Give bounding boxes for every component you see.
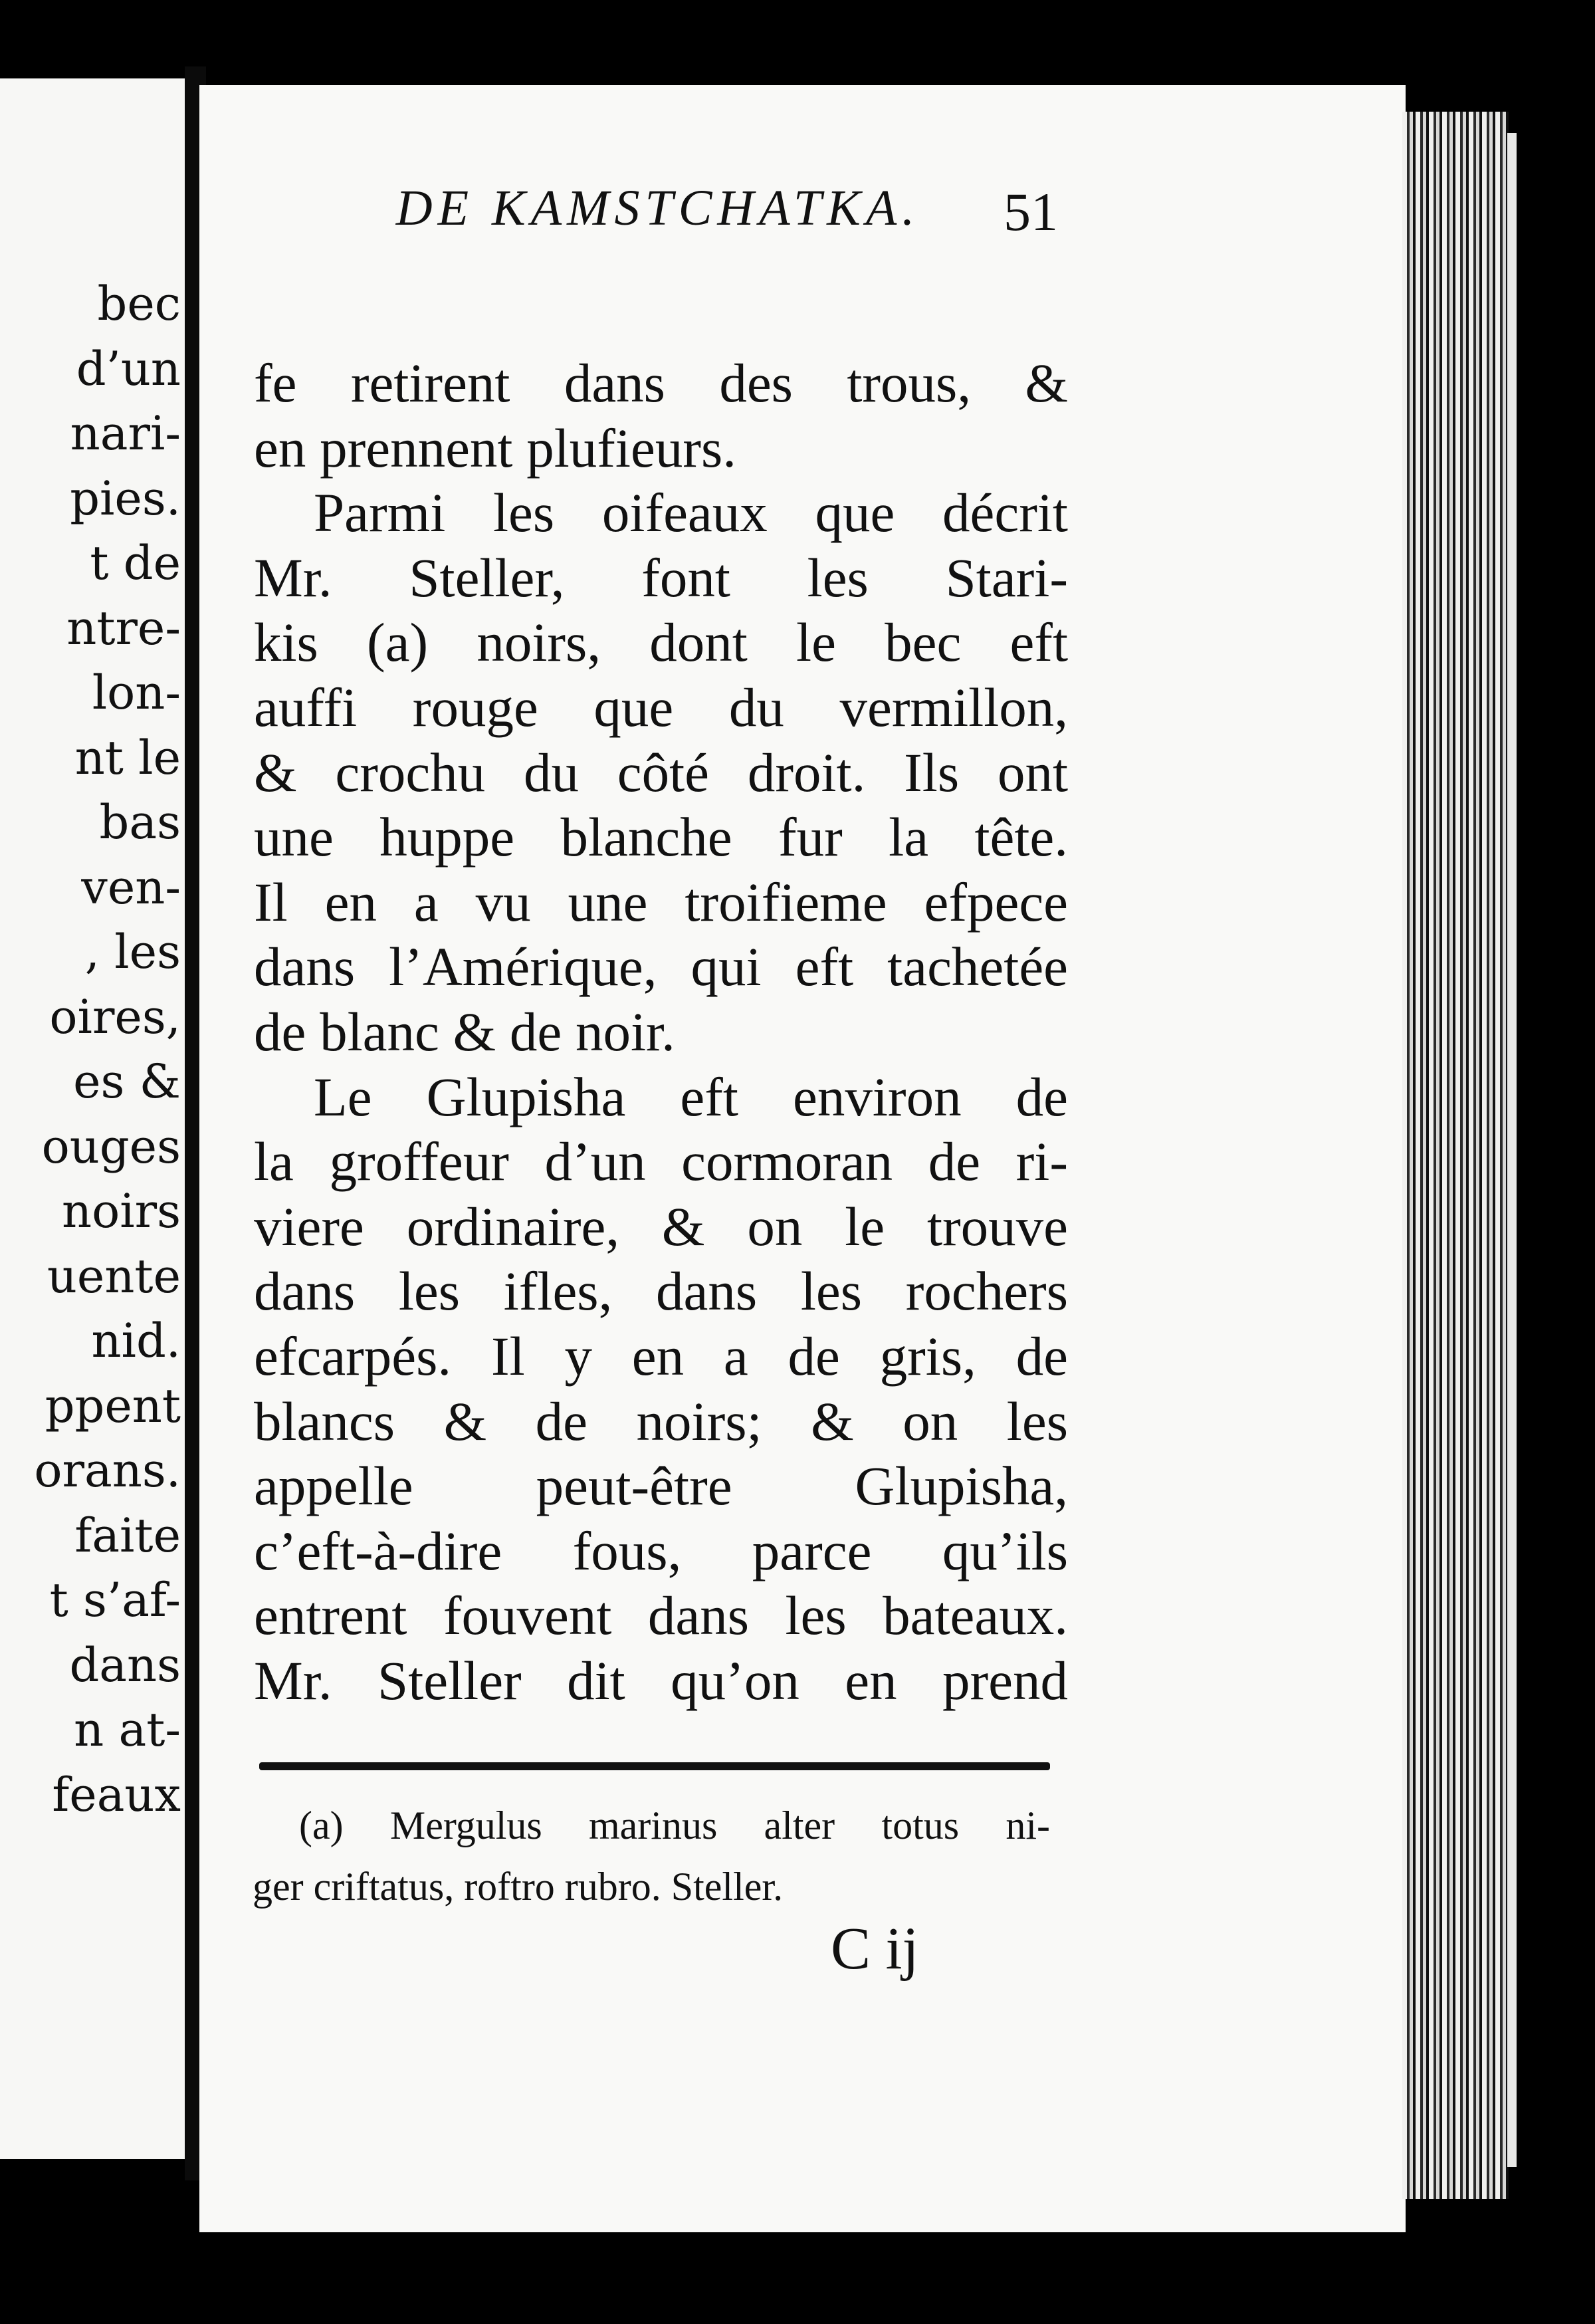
text-line: kis (a) noirs, dont le bec eft: [254, 612, 1068, 673]
footnote: [253, 1795, 1050, 1917]
page-edges: [1402, 112, 1509, 2199]
text-line: en prennent plufieurs.: [254, 417, 737, 479]
left-page-fragment: pies.: [70, 471, 181, 526]
left-page-fragment: nari-: [70, 406, 181, 461]
footnote-line: ger criftatus, roftro rubro. Steller.: [253, 1865, 784, 1909]
text-line: entrent fouvent dans les bateaux.: [254, 1585, 1068, 1647]
text-line: la groffeur d’un cormoran de ri-: [254, 1131, 1068, 1193]
text-line: efcarpés. Il y en a de gris, de: [254, 1325, 1068, 1387]
text-line: c’eft-à-dire fous, parce qu’ils: [254, 1520, 1068, 1581]
left-page-fragment: ppent: [45, 1378, 181, 1433]
left-page-fragment: faite: [74, 1508, 181, 1563]
left-page-fragment: d’un: [76, 341, 181, 396]
text-line: dans les ifles, dans les rochers: [254, 1260, 1068, 1322]
footnote-rule: [259, 1762, 1050, 1770]
left-page-fragment: lon-: [92, 665, 181, 720]
left-page-fragment: feaux: [52, 1767, 181, 1822]
text-line: Parmi les oifeaux que décrit: [314, 482, 1068, 544]
page-edges-outer: [1507, 133, 1517, 2167]
left-page-fragment: nid.: [91, 1314, 181, 1368]
left-page-fragment: dans: [69, 1637, 181, 1692]
left-page-fragment: oires,: [49, 989, 181, 1044]
left-page-fragment: ntre-: [66, 600, 181, 655]
left-page-fragment: , les: [84, 925, 181, 979]
text-line: dans l’Amérique, qui eft tachetée: [254, 936, 1068, 998]
text-line: Mr. Steller dit qu’on en prend: [254, 1649, 1068, 1711]
text-line: appelle peut-être Glupisha,: [254, 1455, 1068, 1517]
text-line: fe retirent dans des trous, &: [254, 352, 1068, 413]
footnote-line: (a) Mergulus marinus alter totus ni-: [299, 1803, 1050, 1847]
left-page: [0, 78, 189, 2159]
left-page-fragment: orans.: [34, 1443, 181, 1498]
left-page-fragment: uente: [47, 1248, 181, 1304]
page-number: 51: [1004, 181, 1058, 242]
left-page-fragment: es &: [73, 1054, 181, 1109]
body-text: [254, 351, 1068, 1713]
text-line: de blanc & de noir.: [254, 1000, 675, 1062]
text-line: Le Glupisha eft environ de: [314, 1066, 1068, 1127]
left-page-fragment: ven-: [81, 860, 181, 915]
left-page-fragment: nt le: [74, 730, 181, 785]
text-line: auffi rouge que du vermillon,: [254, 676, 1068, 738]
text-line: Mr. Steller, font les Stari-: [254, 546, 1068, 608]
text-line: une huppe blanche fur la tête.: [254, 806, 1068, 868]
text-line: Il en a vu une troifieme efpece: [254, 871, 1068, 933]
left-page-fragment: bas: [99, 795, 181, 850]
left-page-fragment: t de: [90, 536, 181, 590]
text-line: & crochu du côté droit. Ils ont: [254, 741, 1068, 803]
signature-mark: C ij: [831, 1916, 919, 1982]
left-page-fragment: noirs: [62, 1184, 181, 1238]
left-page-fragment: t s’af-: [49, 1573, 181, 1627]
running-head: DE KAMSTCHATKA.: [395, 180, 920, 236]
left-page-fragment: ouges: [41, 1119, 181, 1174]
left-page-fragment: bec: [97, 277, 181, 331]
left-page-fragment: n at-: [74, 1702, 181, 1757]
text-line: blancs & de noirs; & on les: [254, 1390, 1068, 1452]
text-line: viere ordinaire, & on le trouve: [254, 1195, 1068, 1257]
